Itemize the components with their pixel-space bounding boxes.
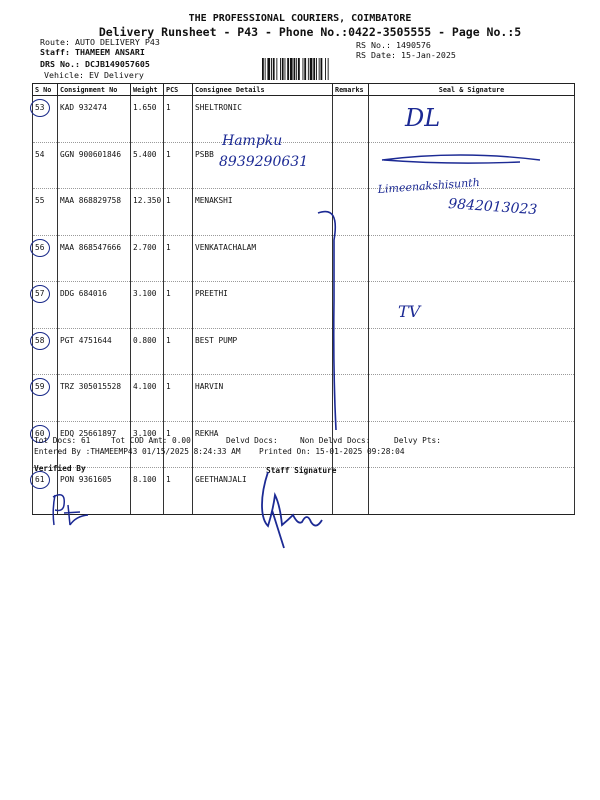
staff-signature-ink: [262, 472, 322, 548]
rs-number: RS No.: 1490576: [356, 40, 431, 50]
runsheet-title: Delivery Runsheet - P43 - Phone No.:0422-3505555 - Page No.:5: [98, 25, 522, 39]
drs-number: DRS No.: DCJB149057605: [40, 59, 150, 69]
consignee-cell: REKHA: [193, 421, 333, 468]
sno-cell: 54: [33, 142, 58, 189]
sno-value: 57: [35, 289, 45, 298]
pcs-cell: 1: [164, 421, 193, 468]
weight-cell: 4.100: [131, 375, 164, 422]
sno-value: 61: [35, 475, 45, 484]
col-pcs: PCS: [164, 84, 193, 96]
col-consignment: Consignment No: [58, 84, 131, 96]
col-signature: Seal & Signature: [369, 84, 575, 96]
consignment-cell: EDQ 25661897: [58, 421, 131, 468]
pcs-cell: 1: [164, 189, 193, 236]
pcs-cell: 1: [164, 235, 193, 282]
weight-cell: 3.100: [131, 421, 164, 468]
company-name: THE PROFESSIONAL COURIERS, COIMBATORE: [188, 13, 412, 24]
delivery-points: Delvy Pts:: [394, 436, 441, 445]
consignee-cell: BEST PUMP: [193, 328, 333, 375]
rs-date: RS Date: 15-Jan-2025: [356, 50, 456, 60]
weight-cell: 5.400: [131, 142, 164, 189]
weight-cell: 8.100: [131, 468, 164, 515]
verified-by-label: Verified By: [34, 464, 86, 473]
sno-value: 60: [35, 428, 45, 438]
route-label: Route: AUTO DELIVERY P43: [40, 37, 160, 47]
handwritten-tv: TV: [398, 302, 421, 321]
col-weight: Weight: [131, 84, 164, 96]
consignee-cell: HARVIN: [193, 375, 333, 422]
vehicle-label: Vehicle: EV Delivery: [44, 70, 144, 80]
staff-label: Staff: THAMEEM ANSARI: [40, 47, 145, 57]
pcs-cell: 1: [164, 328, 193, 375]
pcs-cell: 1: [164, 375, 193, 422]
pcs-cell: 1: [164, 96, 193, 143]
total-docs: Tot Docs: 61: [34, 436, 91, 445]
consignment-cell: PON 9361605: [58, 468, 131, 515]
sno-value: 56: [35, 242, 45, 252]
consignee-cell: SHELTRONIC: [193, 96, 333, 143]
entered-by: Entered By :THAMEEMP43 01/15/2025 8:24:33 AM: [34, 447, 241, 456]
non-delivered-docs: Non Delvd Docs:: [300, 436, 371, 445]
consignee-cell: PREETHI: [193, 282, 333, 329]
weight-cell: 3.100: [131, 282, 164, 329]
weight-cell: 12.350: [131, 189, 164, 236]
sno-value: 53: [35, 103, 45, 112]
col-remarks: Remarks: [333, 84, 369, 96]
staff-signature-label: Staff Signature: [266, 466, 337, 475]
sno-value: 59: [35, 382, 45, 391]
consignment-cell: DDG 684016: [58, 282, 131, 329]
consignment-cell: MAA 868829758: [58, 189, 131, 236]
weight-cell: 0.800: [131, 328, 164, 375]
signature-stroke: [382, 155, 540, 163]
col-consignee: Consignee Details: [193, 84, 333, 96]
weight-cell: 2.700: [131, 235, 164, 282]
consignment-cell: MAA 868547666: [58, 235, 131, 282]
handwritten-phone: 8939290631: [219, 154, 309, 170]
bracket-stroke: [318, 212, 336, 430]
handwritten-name: Hampku: [222, 133, 283, 149]
col-sno: S No: [33, 84, 58, 96]
consignment-cell: GGN 900601846: [58, 142, 131, 189]
consignment-cell: KAD 932474: [58, 96, 131, 143]
consignee-cell: GEETHANJALI: [193, 468, 333, 515]
pcs-cell: 1: [164, 468, 193, 515]
delivered-docs: Delvd Docs:: [226, 436, 278, 445]
consignee-cell: VENKATACHALAM: [193, 235, 333, 282]
pcs-cell: 1: [164, 282, 193, 329]
weight-cell: 1.650: [131, 96, 164, 143]
verifier-signature: [53, 495, 88, 525]
consignee-cell: PSBB: [193, 142, 333, 189]
consignment-cell: PGT 4751644: [58, 328, 131, 375]
sno-cell: 55: [33, 189, 58, 236]
sno-value: 58: [35, 335, 45, 345]
handwritten-dl: DL: [405, 104, 441, 132]
pcs-cell: 1: [164, 142, 193, 189]
handwritten-name-2: Limeenakshisunth: [377, 175, 481, 196]
printed-on: Printed On: 15-01-2025 09:28:04: [259, 447, 405, 456]
consignee-cell: MENAKSHI: [193, 189, 333, 236]
consignment-cell: TRZ 305015528: [58, 375, 131, 422]
handwritten-phone-2: 9842013023: [447, 196, 538, 219]
total-cod-amount: Tot COD Amt: 0.00: [111, 436, 191, 445]
